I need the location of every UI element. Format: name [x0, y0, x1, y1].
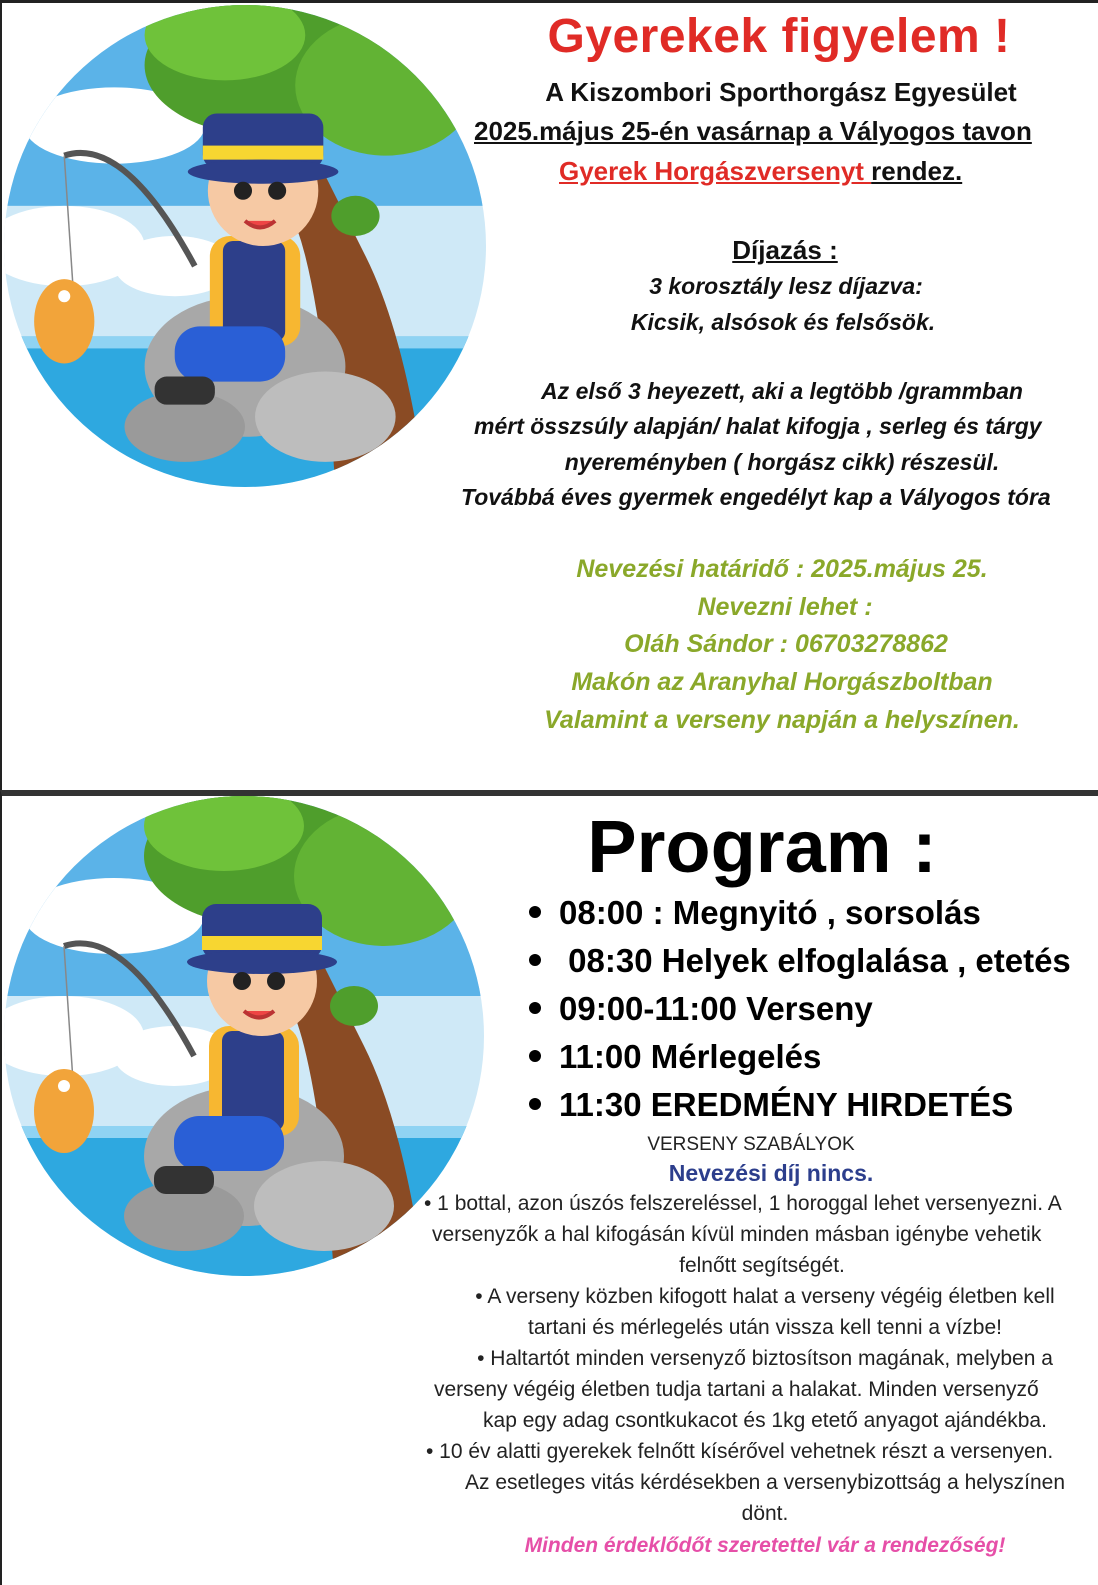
event-description — [559, 156, 962, 187]
rule-line: • Haltartót minden versenyző biztosítson magának, melyben a — [477, 1347, 1053, 1370]
organizer-name: A Kiszombori Sporthorgász Egyesület — [545, 77, 1017, 107]
bullet-icon — [529, 1002, 541, 1014]
closing-message: Minden érdeklődőt szeretettel vár a rendezőség! — [524, 1534, 1006, 1557]
rule-line: Az esetleges vitás kérdésekben a versenybizottság a helyszínen — [464, 1471, 1066, 1494]
event-verb: rendez. — [871, 156, 963, 186]
entry-deadline: Nevezési határidő : 2025.május 25. — [576, 555, 988, 583]
boy-fishing-illustration — [4, 5, 486, 487]
prize-line: 3 korosztály lesz díjazva: — [649, 273, 923, 299]
entry-onsite: Valamint a verseny napján a helyszínen. — [544, 706, 1020, 734]
prize-line: Továbbá éves gyermek engedélyt kap a Vályogos tóra — [461, 484, 1051, 510]
prize-line: mért összsúly alapján/ halat kifogja , serleg és tárgy — [474, 413, 1042, 439]
prize-line: nyereményben ( horgász cikk) részesül. — [564, 449, 1000, 475]
rule-line: • 10 év alatti gyerekek felnőtt kísérővel vehetnek részt a versenyen. — [426, 1440, 1054, 1463]
rule-line: • 1 bottal, azon úszós felszereléssel, 1 horoggal lehet versenyezni. A — [424, 1192, 1062, 1215]
schedule-item: 11:30 EREDMÉNY HIRDETÉS — [529, 1086, 1013, 1124]
rule-line: dönt. — [741, 1502, 789, 1525]
bullet-icon — [529, 1050, 541, 1062]
rule-line: tartani és mérlegelés után vissza kell tenni a vízbe! — [528, 1316, 1002, 1339]
bullet-icon — [529, 954, 541, 966]
entry-shop: Makón az Aranyhal Horgászboltban — [571, 668, 993, 696]
entry-info: Nevezni lehet : — [697, 593, 873, 621]
flyer-top-panel — [0, 0, 1098, 790]
bullet-icon — [529, 906, 541, 918]
bullet-icon — [529, 1098, 541, 1110]
entry-fee-note: Nevezési díj nincs. — [668, 1160, 874, 1186]
flyer-title: Gyerekek figyelem ! — [547, 10, 1011, 63]
rule-line: kap egy adag csontkukacot és 1kg etető anyagot ajándékba. — [483, 1409, 1047, 1432]
prize-heading: Díjazás : — [732, 235, 838, 265]
event-name-highlight: Gyerek Horgászversenyt — [559, 156, 872, 186]
schedule-item: 11:00 Mérlegelés — [529, 1038, 821, 1076]
rule-line: • A verseny közben kifogott halat a verseny végéig életben kell — [475, 1285, 1055, 1308]
boy-fishing-illustration — [4, 796, 484, 1276]
rule-line: versenyzők a hal kifogásán kívül minden másban igénybe vehetik — [432, 1223, 1042, 1246]
rule-line: verseny végéig életben tudja tartani a halakat. Minden versenyző — [434, 1378, 1039, 1401]
schedule-item: 08:00 : Megnyitó , sorsolás — [529, 894, 981, 932]
rule-line: felnőtt segítségét. — [679, 1254, 845, 1277]
program-title: Program : — [587, 805, 937, 888]
schedule-item: 08:30 Helyek elfoglalása , etetés — [529, 942, 1071, 980]
flyer-bottom-panel — [0, 790, 1098, 1585]
rules-heading: VERSENY SZABÁLYOK — [647, 1134, 855, 1155]
event-date: 2025.május 25-én vasárnap a Vályogos tavon — [474, 116, 1032, 146]
schedule-item: 09:00-11:00 Verseny — [529, 990, 873, 1028]
entry-contact: Oláh Sándor : 06703278862 — [624, 630, 948, 658]
prize-line: Kicsik, alsósok és felsősök. — [630, 309, 936, 335]
prize-line: Az első 3 heyezett, aki a legtöbb /grammban — [541, 378, 1023, 404]
